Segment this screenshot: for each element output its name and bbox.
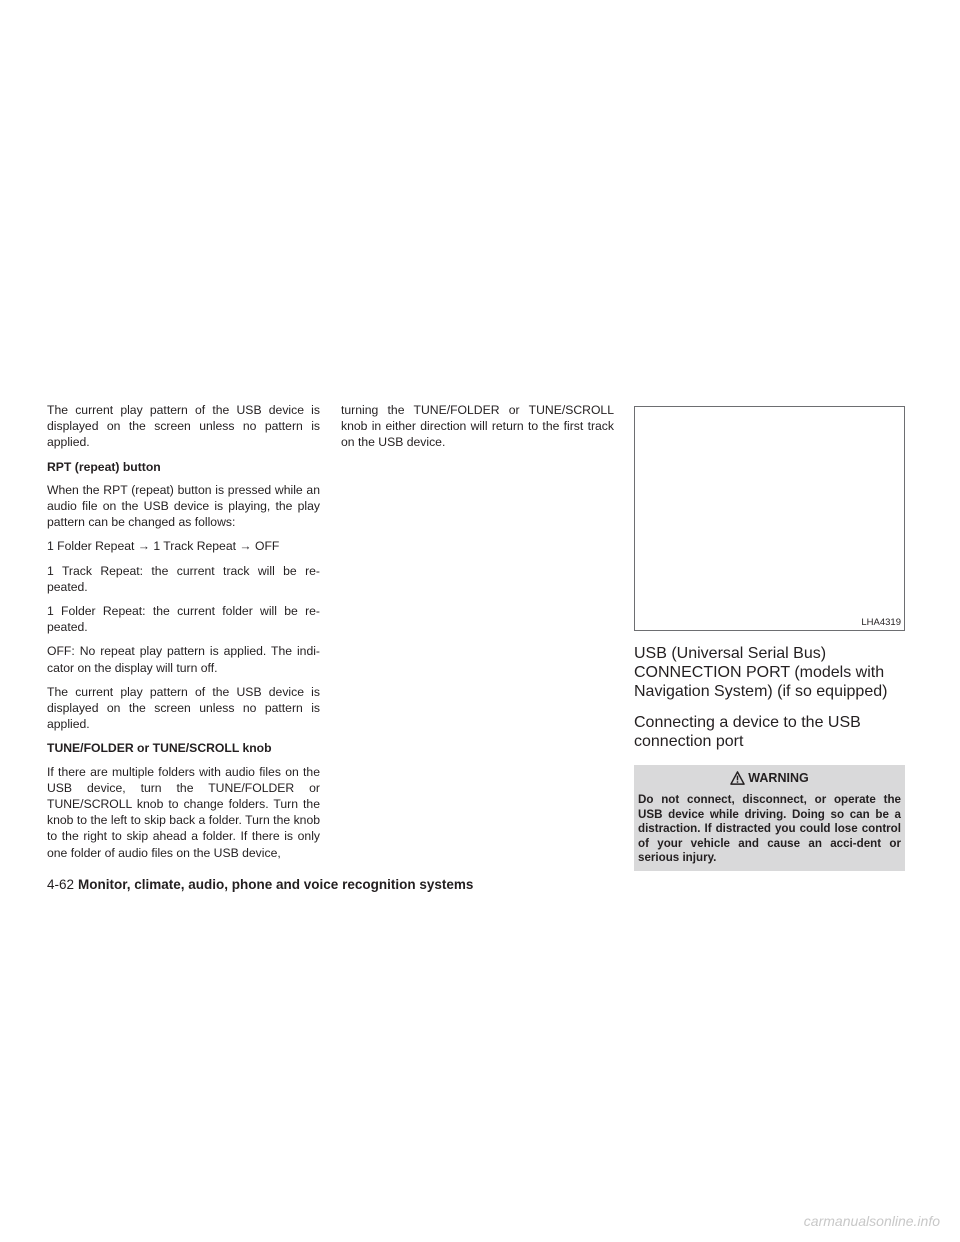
paragraph: The current play pattern of the USB device is displayed on the screen unless no pattern is applied. [47,403,320,450]
paragraph: OFF: No repeat play pattern is applied. The indi-cator on the display will turn off. [47,644,320,675]
warning-triangle-icon [730,771,745,785]
warning-label: WARNING [748,771,809,785]
paragraph: turning the TUNE/FOLDER or TUNE/SCROLL knob in either direction will return to the first track on the USB device. [341,403,614,450]
warning-text: Do not connect, disconnect, or operate the USB device while driving. Doing so can be a distraction. If distracted you could lose control of your vehicle and cause an acci-dent or serious injury. [638,793,901,865]
paragraph: When the RPT (repeat) button is pressed while an audio file on the USB device is playing, the play pattern can be changed as follows: [47,482,320,530]
left-column [47,402,320,869]
paragraph: If there are multiple folders with audio files on the USB device, turn the TUNE/FOLDER or TUNE/SCROLL knob to change folders. Turn the knob to the left to skip back a folder. Turn the knob to the right to skip ahead a folder. If there is only one folder of audio files on the USB device, [47,764,320,860]
subheading-rpt-button: RPT (repeat) button [47,459,161,474]
middle-column [341,402,614,459]
sub-title: Connecting a device to the USB connection port [634,714,861,750]
warning-box [634,765,905,871]
right-column [634,406,905,871]
paragraph: The current play pattern of the USB device is displayed on the screen unless no pattern is applied. [47,684,320,732]
figure-placeholder [634,406,905,631]
chapter-title: Monitor, climate, audio, phone and voice recognition systems [78,877,474,892]
page-footer [47,876,473,893]
warning-header [638,770,901,786]
paragraph: 1 Folder Repeat: the current folder will be re-peated. [47,604,320,635]
watermark: carmanualsonline.info [803,1213,940,1229]
subheading-tune-knob: TUNE/FOLDER or TUNE/SCROLL knob [47,741,272,756]
page-number: 4-62 [47,877,75,892]
section-title: USB (Universal Serial Bus) CONNECTION PORT (models with Navigation System) (if so equipped) [634,645,888,700]
paragraph: 1 Track Repeat: the current track will be re-peated. [47,563,320,594]
figure-id: LHA4319 [861,617,901,628]
repeat-sequence: 1 Folder Repeat → 1 Track Repeat → OFF [47,539,280,554]
